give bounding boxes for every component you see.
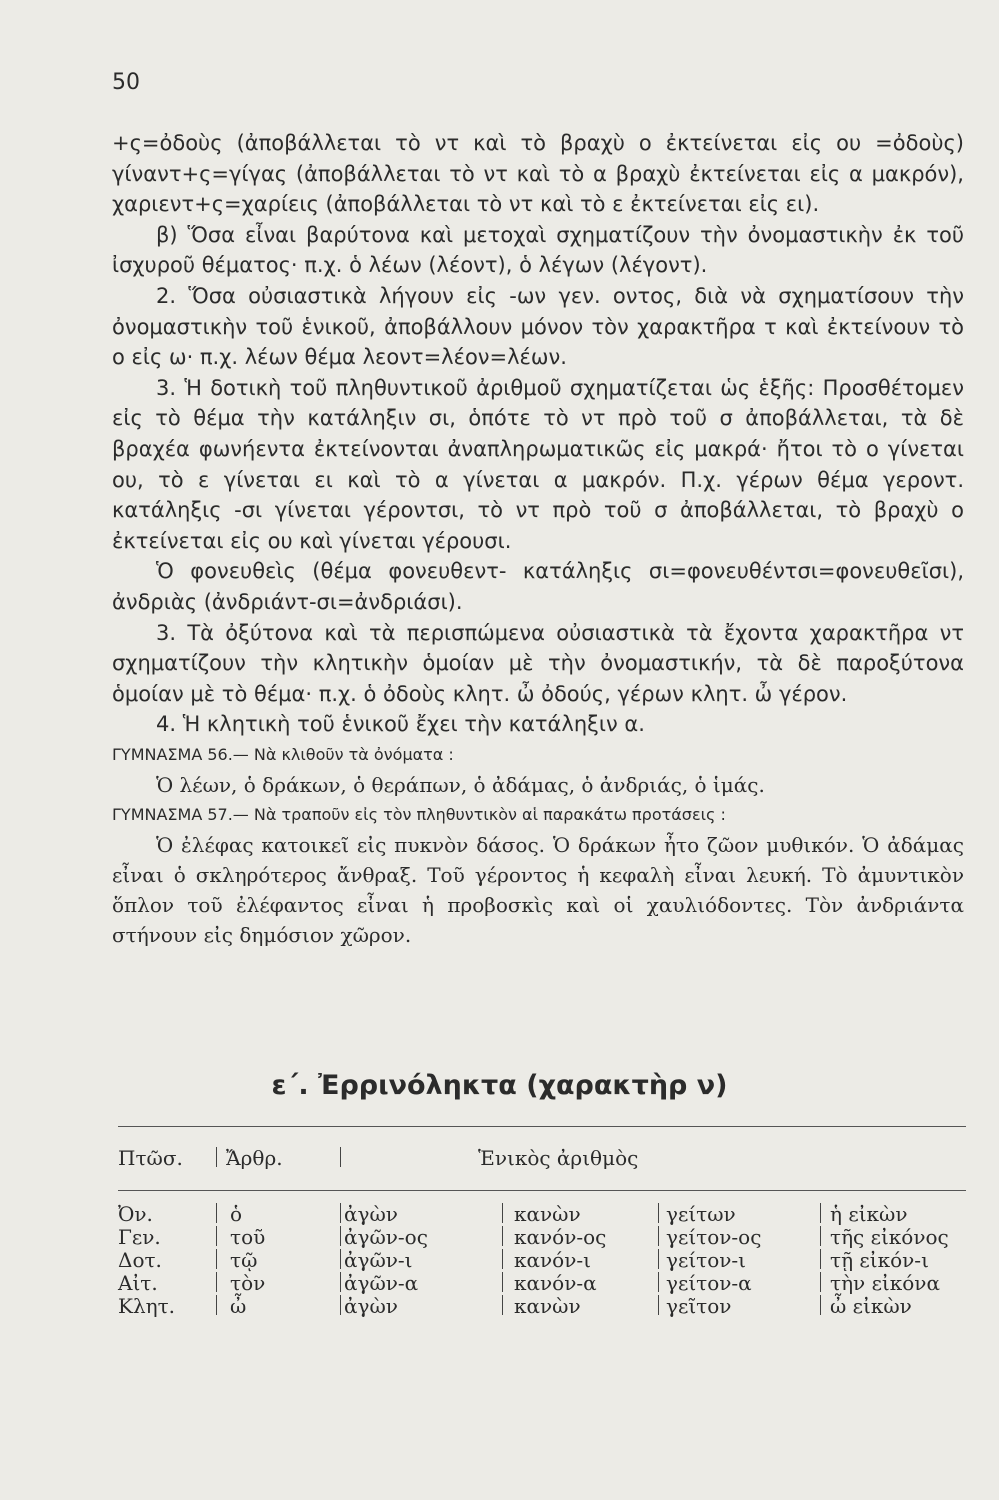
table-cell: Κλητ. — [118, 1294, 176, 1318]
column-divider — [658, 1249, 659, 1269]
table-cell: τὸν — [230, 1271, 266, 1295]
header-article: Ἄρθρ. — [226, 1146, 283, 1170]
table-cell: ἡ εἰκὼν — [830, 1202, 908, 1226]
header-singular: Ἑνικὸς ἀριθμὸς — [478, 1146, 639, 1170]
table-row — [118, 1294, 966, 1317]
exercise-heading: ΓΥΜΝΑΣΜΑ 57.— Νὰ τραποῦν εἰς τὸν πληθυντικὸν αἱ παρακάτω προτάσεις : — [112, 804, 726, 824]
table-cell: Δοτ. — [118, 1248, 162, 1272]
column-divider — [502, 1272, 503, 1292]
section-title: ε΄. Ἐρρινόληκτα (χαρακτὴρ ν) — [271, 1070, 728, 1101]
table-cell: γείτον-α — [666, 1271, 752, 1295]
page-number: 50 — [112, 70, 140, 95]
exercise-text: Ὁ λέων, ὁ δράκων, ὁ θεράπων, ὁ ἀδάμας, ὁ ἀνδριάς, ὁ ἱμάς. — [156, 772, 765, 797]
table-top-rule — [118, 1126, 966, 1127]
table-row — [118, 1271, 966, 1294]
table-cell: ὦ — [230, 1294, 247, 1318]
table-cell: κανὼν — [514, 1294, 581, 1318]
header-case: Πτῶσ. — [118, 1146, 183, 1170]
paragraph: +ς=ὀδοὺς (ἀποβάλλεται τὸ ντ καὶ τὸ βραχὺ ο ἐκτείνεται εἰς ου =ὀδοὺς) γίναντ+ς=γίγας (ἀποβάλλεται τὸ ντ καὶ τὸ α βραχὺ ἐκτείνεται εἰς α μακρόν), χαριεντ+ς=χαρίεις (ἀποβάλλεται τὸ ντ καὶ τὸ ε ἐκτείνεται εἰς ει). — [112, 131, 964, 217]
declension-table — [118, 1146, 966, 1317]
paragraph: β) Ὅσα εἶναι βαρύτονα καὶ μετοχαὶ σχηματίζουν τὴν ὀνομαστικὴν ἐκ τοῦ ἰσχυροῦ θέματος· π.χ. ὁ λέων (λέοντ), ὁ λέγων (λέγοντ). — [112, 222, 964, 278]
table-cell: κανὼν — [514, 1202, 581, 1226]
exercise-text: Ὁ ἐλέφας κατοικεῖ εἰς πυκνὸν δάσος. Ὁ δράκων ἦτο ζῶον μυθικόν. Ὁ ἀδάμας εἶναι ὁ σκληρότερος ἄνθραξ. Τοῦ γέροντος ἡ κεφαλὴ εἶναι λευκή. Τὸ ἀμυντικὸν ὅπλον τοῦ ἐλέφαντος εἶναι ἡ προβοσκὶς καὶ οἱ χαυλιόδοντες. Τὸν ἀνδριάντα στήνουν εἰς δημόσιον χῶρον. — [112, 832, 964, 947]
table-cell: ἀγῶν-α — [344, 1271, 419, 1295]
column-divider — [820, 1249, 821, 1269]
column-divider — [216, 1203, 217, 1223]
column-divider — [502, 1203, 503, 1223]
table-cell: γείτον-ι — [666, 1248, 747, 1272]
table-row — [118, 1248, 966, 1271]
column-divider — [216, 1272, 217, 1292]
table-cell: Ὀν. — [118, 1202, 153, 1226]
table-cell: κανόν-ος — [514, 1225, 607, 1249]
table-cell: τῇ εἰκόν-ι — [830, 1248, 929, 1272]
table-header-row — [118, 1146, 966, 1176]
column-divider — [216, 1249, 217, 1269]
table-cell: τῆς εἰκόνος — [830, 1225, 949, 1249]
table-cell: ὦ εἰκὼν — [830, 1294, 912, 1318]
table-cell: Αἰτ. — [118, 1271, 158, 1295]
column-divider — [216, 1147, 217, 1167]
table-cell: ἀγὼν — [344, 1294, 398, 1318]
table-row — [118, 1225, 966, 1248]
table-cell: Γεν. — [118, 1225, 161, 1249]
column-divider — [820, 1272, 821, 1292]
table-cell: γείτον-ος — [666, 1225, 762, 1249]
column-divider — [340, 1272, 341, 1292]
table-row — [118, 1202, 966, 1225]
table-cell: ἀγῶν-ι — [344, 1248, 413, 1272]
column-divider — [820, 1203, 821, 1223]
column-divider — [502, 1295, 503, 1315]
column-divider — [658, 1226, 659, 1246]
column-divider — [340, 1147, 341, 1167]
table-cell: τὴν εἰκόνα — [830, 1271, 940, 1295]
main-text — [112, 128, 964, 950]
paragraph: 2. Ὅσα οὐσιαστικὰ λήγουν εἰς -ων γεν. οντος, διὰ νὰ σχηματίσουν τὴν ὀνομαστικὴν τοῦ ἑνικοῦ, ἀποβάλλουν μόνον τὸν χαρακτῆρα τ καὶ ἐκτείνουν τὸ ο εἰς ω· π.χ. λέων θέμα λεοντ=λέον=λέων. — [112, 283, 964, 370]
table-cell: γεῖτον — [666, 1294, 732, 1318]
paragraph: 3. Τὰ ὀξύτονα καὶ τὰ περισπώμενα οὐσιαστικὰ τὰ ἔχοντα χαρακτῆρα ντ σχηματίζουν τὴν κλητικὴν ὁμοίαν μὲ τὴν ὀνομαστικήν, τὰ δὲ παροξύτονα ὁμοίαν μὲ τὸ θέμα· π.χ. ὁ ὀδοὺς κλητ. ὦ ὀδούς, γέρων κλητ. ὦ γέρον. — [112, 620, 964, 706]
table-cell: κανόν-ι — [514, 1248, 591, 1272]
column-divider — [820, 1295, 821, 1315]
table-cell: τῷ — [230, 1248, 258, 1272]
table-cell: ἀγὼν — [344, 1202, 398, 1226]
column-divider — [216, 1295, 217, 1315]
table-cell: κανόν-α — [514, 1271, 597, 1295]
column-divider — [340, 1226, 341, 1246]
table-cell: τοῦ — [230, 1225, 266, 1249]
paragraph: 4. Ἡ κλητικὴ τοῦ ἑνικοῦ ἔχει τὴν κατάληξιν α. — [156, 712, 645, 737]
column-divider — [658, 1295, 659, 1315]
table-cell: ὁ — [230, 1202, 243, 1226]
column-divider — [216, 1226, 217, 1246]
paragraph: Ὁ φονευθεὶς (θέμα φονευθεντ- κατάληξις σι=φονευθέντσι=φονευθεῖσι), ἀνδριὰς (ἀνδριάντ-σι=ἀνδριάσι). — [112, 559, 964, 614]
column-divider — [340, 1203, 341, 1223]
column-divider — [658, 1272, 659, 1292]
column-divider — [340, 1249, 341, 1269]
column-divider — [658, 1203, 659, 1223]
column-divider — [502, 1249, 503, 1269]
table-cell: ἀγῶν-ος — [344, 1225, 428, 1249]
table-cell: γείτων — [666, 1202, 736, 1226]
column-divider — [502, 1226, 503, 1246]
paragraph: 3. Ἡ δοτικὴ τοῦ πληθυντικοῦ ἀριθμοῦ σχηματίζεται ὡς ἑξῆς: Προσθέτομεν εἰς τὸ θέμα τὴν κατάληξιν σι, ὁπότε τὸ ντ πρὸ τοῦ σ ἀποβάλλεται, τὰ δὲ βραχέα φωνήεντα ἐκτείνονται ἀναπληρωματικῶς εἰς μακρά· ἤτοι τὸ ο γίνεται ου, τὸ ε γίνεται ει καὶ τὸ α γίνεται α μακρόν. Π.χ. γέρων θέμα γεροντ. κατάληξις -σι γίνεται γέροντσι, τὸ ντ πρὸ τοῦ σ ἀποβάλλεται, τὸ βραχὺ ο ἐκτείνεται εἰς ου καὶ γίνεται γέρουσι. — [112, 375, 964, 553]
column-divider — [340, 1295, 341, 1315]
exercise-heading: ΓΥΜΝΑΣΜΑ 56.— Νὰ κλιθοῦν τὰ ὀνόματα : — [112, 744, 454, 764]
column-divider — [820, 1226, 821, 1246]
